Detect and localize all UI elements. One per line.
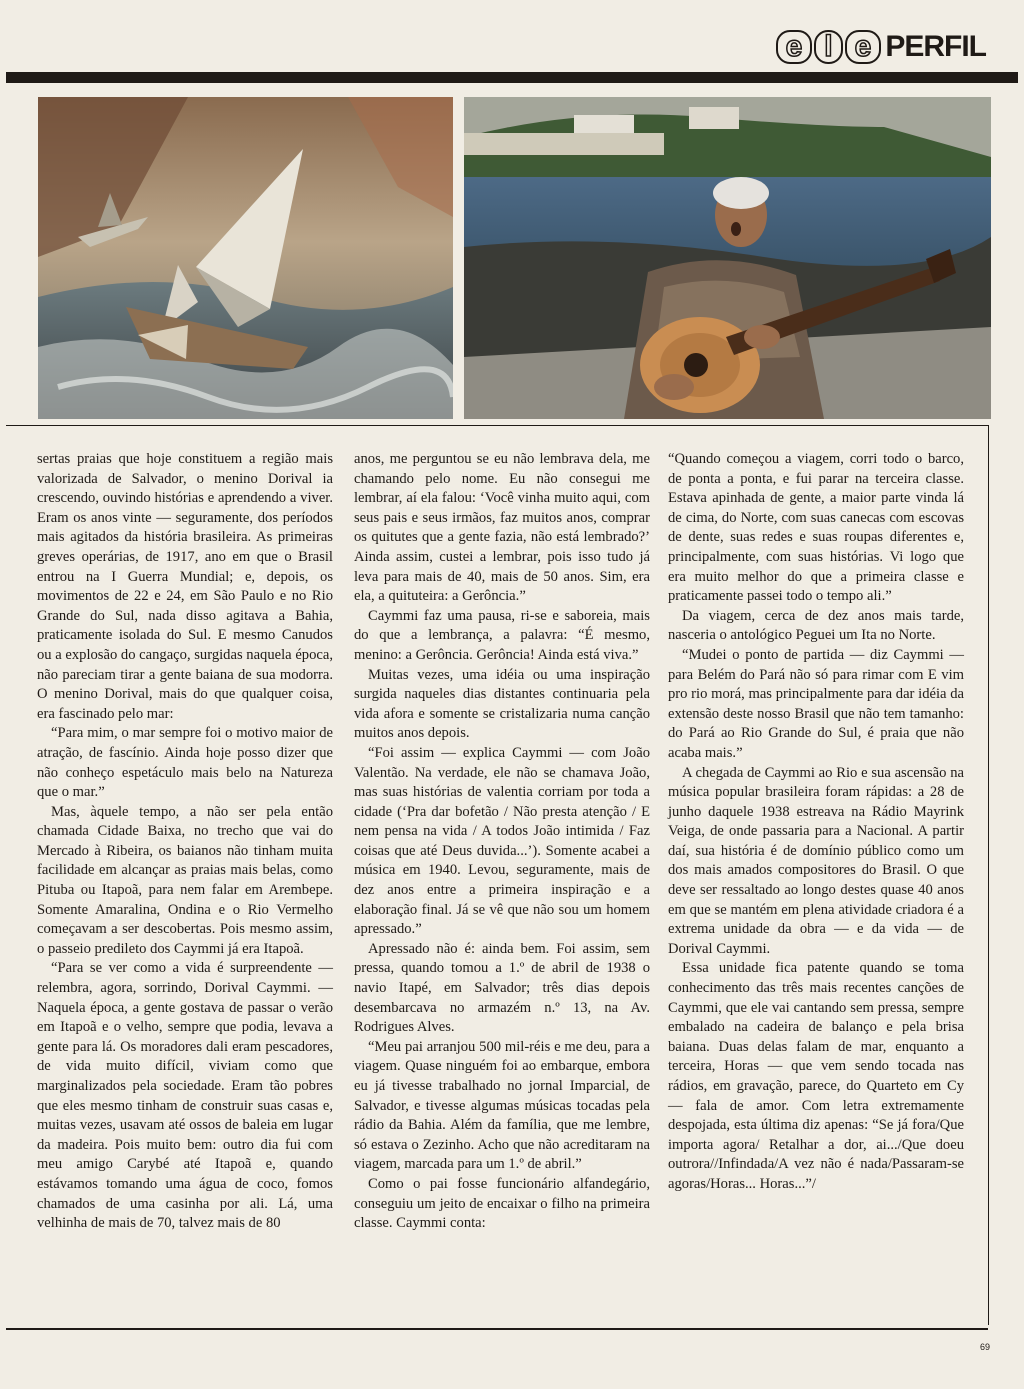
paragraph: anos, me perguntou se eu não lembrava dela, me chamando pelo nome. Eu não consegui me lembrar, aí ela falou: ‘Você vinha muito aqui, com seus pais e seus irmãos, faz muitos anos, comprar os quitutes que a gente fazia, não está lembrado?’ Ainda assim, custei a lembrar, pois isso tudo já leva para mais de 40, mais de 50 anos. Sim, era ela, a quituteira: a Gerôncia.” [354,451,650,605]
paragraph: “Foi assim — explica Caymmi — com João Valentão. Na verdade, ele não se chamava João, mas suas histórias de valentia corriam por toda a cidade (‘Pra dar bofetão / Não presta atenção / E nem pensa na vida / A todos João intimida / Faz coisas que até Deus duvida...’). Somente acabei a música em 1940. Levou, seguramente, mais de dez anos entre a primeira inspiração e a elaboração final. Já se vê que não sou um homem apressado.” [354,744,650,938]
text-column-2 [354,450,650,1234]
paragraph: “Para se ver como a vida é surpreendente — relembra, agora, sorrindo, Dorival Caymmi. — Naquela época, a gente gostava de passar o verão em Itapoã e o velho, sempre que podia, levava a gente para lá. Os moradores dali eram pescadores, de vida muito difícil, viviam como que marginalizados pela sociedade. Eram tão pobres que eles mesmo tinham de construir suas casas e, muitas vezes, usavam até ossos de baleia em lugar da madeira. Pois muito bem: outro dia fui com meu amigo Carybé até Itapoã e, quando estávamos tomando uma água de coco, fomos chamados de uma casinha por ali. Lá, uma velhinha de mais de 70, talvez mais de 80 [37,960,333,1232]
paragraph: Como o pai fosse funcionário alfandegário, conseguiu um jeito de encaixar o filho na primeira classe. Caymmi conta: [354,1175,650,1232]
paragraph: A chegada de Caymmi ao Rio e sua ascensão na música popular brasileira foram rápidas: a 28 de junho daquele 1938 estreava na Rádio Mayrink Veiga, de onde passaria para a Nacional. A partir daí, sua história é de domínio público como um dos mais amados compositores do Brasil. O que deve ser ressaltado ao longo destes quase 40 anos em que se mantém em plena atividade criadora é a extrema unidade da obra — e da vida — de Dorival Caymmi. [668,764,964,957]
paragraph: “Mudei o ponto de partida — diz Caymmi — para Belém do Pará não só para rimar com E vim pro rio morá, mas principalmente para dar idéia da extensão deste nosso Brasil que não tem tamanho: do Pará ao Rio Grande do Sul, é praia que não acaba mais.” [668,646,964,761]
paragraph: “Quando começou a viagem, corri todo o barco, de ponta a ponta, e fui parar na terceira classe. Estava apinhada de gente, a maior parte vinda lá de cima, do Norte, com suas canecas com escovas de dente, suas redes e suas roupas diferentes e, principalmente, com suas histórias. Vi logo que era muito melhor do que a primeira classe e praticamente passei todo o tempo ali.” [668,451,964,605]
painting-sailboat-icon [38,97,453,419]
paragraph: Muitas vezes, uma idéia ou uma inspiração surgida naqueles dias distantes continuaria pela vida afora e somente se cristalizaria numa canção muitos anos depois. [354,666,650,742]
paragraph: Essa unidade fica patente quando se toma conhecimento das três mais recentes canções de Caymmi, que ele vai cantando sem pressa, sempre embalado na cadeira de balanço e pela brisa baiana. Duas delas falam de mar, enquanto a terceira, Horas — que vem sendo tocada nas rádios, em gravação, parece, do Quarteto em Cy — fala de amor. Com letra extremamente despojada, esta última diz apenas: “Se já fora/Que importa agora/ Retalhar a dor, ai.../Que doeu outrora//Infindada/A vez não é nada/Passaram-se agoras/Horas... Horas...”/ [668,960,964,1192]
logo-letter-e: e [776,30,813,64]
text-column-1 [37,450,333,1234]
logo-letter-l: l [814,30,842,64]
logo-letter-e-2: e [845,30,882,64]
footer-rule [6,1328,988,1330]
page-number: 69 [980,1342,991,1352]
paragraph: Apressado não é: ainda bem. Foi assim, sem pressa, quando tomou a 1.º de abril de 1938 o navio Itapé, em Salvador; três dias depois desembarcava no armazém n.º 13, na Av. Rodrigues Alves. [354,940,650,1036]
text-column-3 [668,450,964,1195]
paragraph: “Para mim, o mar sempre foi o motivo maior de atração, de fascínio. Ainda hoje posso dizer que não conheço espetáculo mais belo na Natureza que o mar.” [37,725,333,801]
paragraph: Caymmi faz uma pausa, ri-se e saboreia, mais do que a lembrança, a palavra: “É mesmo, menino: a Gerôncia. Gerôncia! Ainda está viva.” [354,607,650,663]
paragraph: Mas, àquele tempo, a não ser pela então chamada Cidade Baixa, no trecho que vai do Mercado à Ribeira, os baianos não tinham muita facilidade em alcançar as praias mais belas, como Pituba ou Itapoã, para nem falar em Arembepe. Somente Amaralina, Ondina e o Rio Vermelho começavam a ser descobertas. Pois mesmo assim, o passeio predileto dos Caymmi já era Itapoã. [37,803,333,957]
header-rule [6,72,1018,83]
singer-with-guitar-icon [464,97,991,419]
frame-right [988,425,989,1325]
section-title: PERFIL [885,30,986,63]
frame-line [6,425,988,426]
paragraph: “Meu pai arranjou 500 mil-réis e me deu, para a viagem. Quase ninguém foi ao embarque, embora eu já tivesse trabalhado no jornal Imparcial, de Salvador, e tivesse algumas músicas tocadas pela rádio da Bahia. Além da família, que me lembre, só estava o Zezinho. Acho que não acreditaram na viagem, marcada para um 1.º de abril.” [354,1038,650,1173]
masthead [776,30,986,64]
paragraph: Da viagem, cerca de dez anos mais tarde, nasceria o antológico Peguei um Ita no Norte. [668,607,964,644]
paragraph: sertas praias que hoje constituem a região mais valorizada de Salvador, o menino Dorival ia crescendo, ouvindo histórias e aprendendo a viver. Eram os anos vinte — seguramente, dos períodos mais agitados da história brasileira. As primeiras greves operárias, de 1917, ano em que o Brasil entrou na I Guerra Mundial; e, depois, os movimentos de 22 e 24, em São Paulo e no Rio Grande do Sul, nada disso agitava a Bahia, praticamente isolada do Sul. E mesmo Canudos ou a explosão do cangaço, surgidas naquela época, não pareciam tirar a gente baiana de sua modorra. O menino Dorival, mais do que qualquer coisa, era fascinado pelo mar: [37,451,333,722]
